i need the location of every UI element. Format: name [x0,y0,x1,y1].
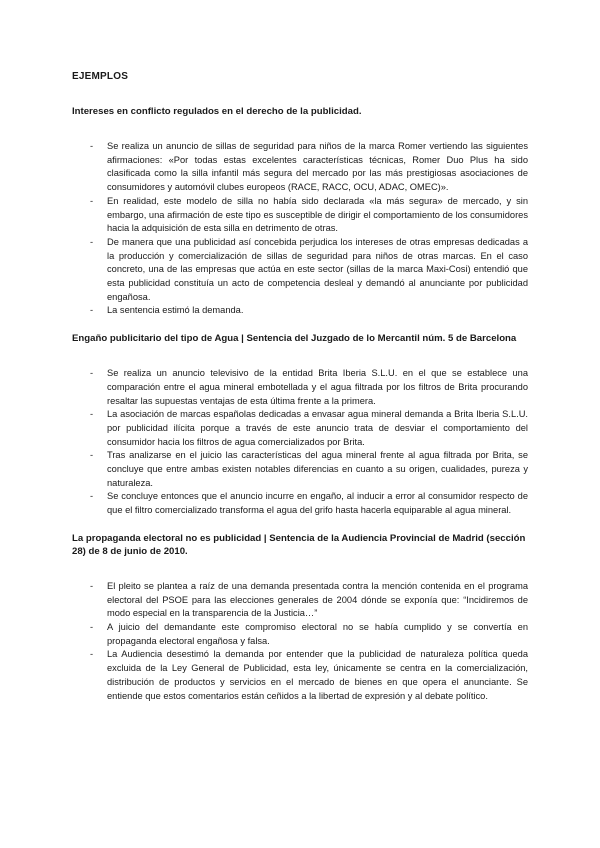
dash-bullet: - [90,621,94,632]
bullet-list [72,367,528,518]
list-item-text: La Audiencia desestimó la demanda por entender que la publicidad de naturaleza política queda excluida de la Ley General de Publicidad, esta ley, únicamente se centra en la comercialización, distribución de productos y servicios en el mercado de bienes en que opera el anunciante. Se entiende que estos comentarios están ceñidos a la libertad de expresión y al debate político. [107,649,528,701]
dash-bullet: - [90,195,94,206]
section-heading: Intereses en conflicto regulados en el derecho de la publicidad. [72,106,362,117]
section-heading: La propaganda electoral no es publicidad | Sentencia de la Audiencia Provincial de Madrid (sección 28) de 8 de junio de 2010. [72,532,526,557]
list-item [90,367,528,408]
list-item-text: Se realiza un anuncio de sillas de seguridad para niños de la marca Romer vertiendo las siguientes afirmaciones: «Por todas estas excelentes características técnicas, Romer Duo Plus ha sido clasificada como la silla infantil más segura del mercado por las más prestigiosas asociaciones de consumidores y automóvil clubes europeos (RACE, RACC, OCU, ADAC, OMEC)». [107,141,528,193]
list-item-text: A juicio del demandante este compromiso electoral no se había cumplido y se convertía en propaganda electoral engañosa y falsa. [107,621,528,646]
dash-bullet: - [90,580,94,591]
bullet-list [72,140,528,318]
list-item-text: La asociación de marcas españolas dedicadas a envasar agua mineral demanda a Brita Iberia S.L.U. por publicidad ilícita porque a través de este anuncio trata de desviar el comportamiento del consumidor hacia los filtros de agua comercializados por Brita. [107,409,528,447]
section-heading: Engaño publicitario del tipo de Agua | Sentencia del Juzgado de lo Mercantil núm. 5 de Barcelona [72,333,517,345]
list-item-text: La sentencia estimó la demanda. [107,305,244,316]
list-item-text: Se concluye entonces que el anuncio incurre en engaño, al inducir a error al consumidor respecto de que el filtro comercializado transforma el agua del grifo hasta hacerla equiparable al agua mineral. [107,491,528,516]
list-item-text: Se realiza un anuncio televisivo de la entidad Brita Iberia S.L.U. en el que se establece una comparación entre el agua mineral embotellada y el agua filtrada por los filtros de Brita procurando resaltar las supuestas ventajas de esta última frente a la primera. [107,368,528,406]
list-item [90,408,528,449]
list-item-text: En realidad, este modelo de silla no había sido declarada «la más segura» de mercado, y sin embargo, una afirmación de este tipo es susceptible de dirigir el comportamiento de los consumidores hacia la adquisición de esta silla en detrimento de otras. [107,195,528,234]
bullet-list [72,580,528,703]
list-item [90,140,528,195]
dash-bullet: - [90,491,94,502]
list-item [90,449,528,490]
list-item [90,195,528,236]
document-title: EJEMPLOS [72,71,129,82]
dash-bullet: - [90,409,94,420]
list-item [90,621,528,648]
list-item [90,580,528,621]
dash-bullet: - [90,141,94,151]
list-item-text: Tras analizarse en el juicio las características del agua mineral frente al agua filtrada por Brita, se concluye que entre ambas existen notables diferencias en cuanto a su origen, cualidades, pureza y naturaleza. [107,450,528,488]
list-item [90,304,528,318]
list-item [90,490,528,517]
list-item [90,236,528,305]
list-item [90,648,528,703]
list-item-text: De manera que una publicidad así concebida perjudica los intereses de otras empresas dedicadas a la producción y comercialización de sillas de seguridad para niños de otras marcas. En el caso concreto, una de las empresas que actúa en este sector (sillas de la marca Maxi-Cosi) entendió que esta publicidad constituía un acto de competencia desleal y demandó al anunciante por publicidad engañosa. [107,236,528,302]
list-item-text: El pleito se plantea a raíz de una demanda presentada contra la mención contenida en el programa electoral del PSOE para las elecciones generales de 2004 dónde se exponía que: “Incidiremos de modo especial en la transparencia de la Justicia…” [107,580,528,619]
dash-bullet: - [90,236,94,247]
dash-bullet: - [90,649,94,660]
dash-bullet: - [90,305,94,316]
dash-bullet: - [90,368,94,379]
dash-bullet: - [90,450,94,461]
